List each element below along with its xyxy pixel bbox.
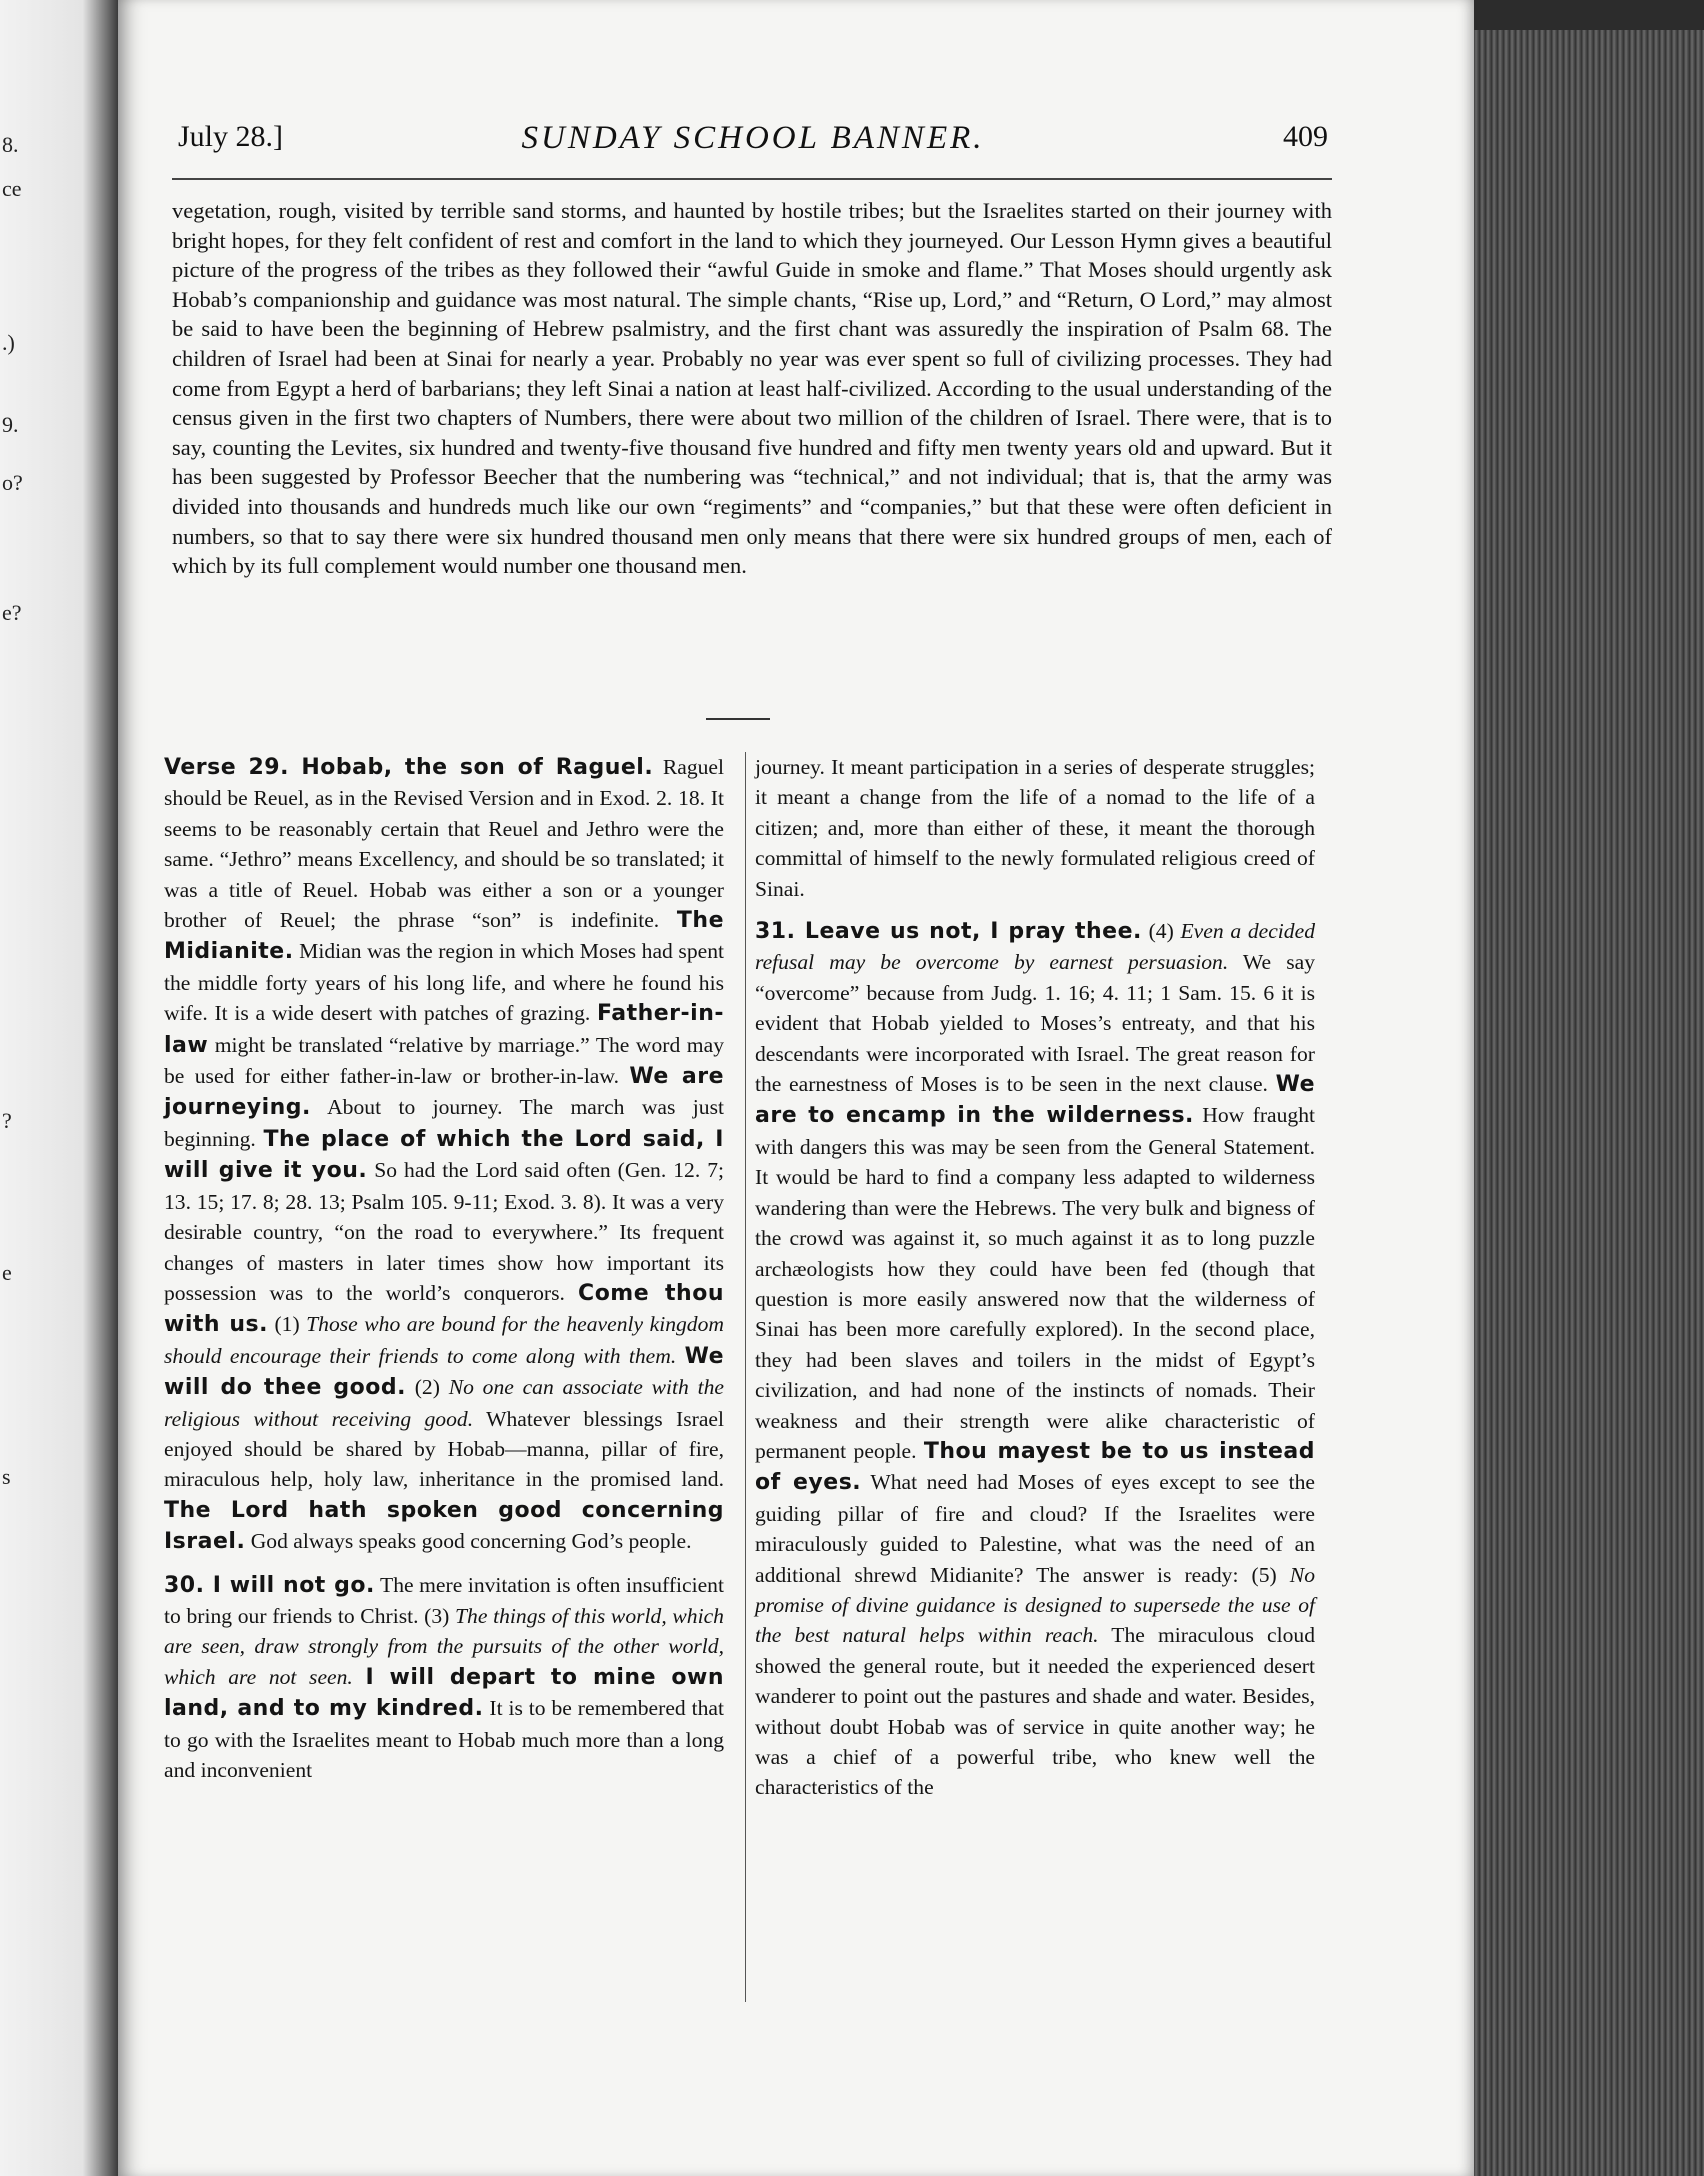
italic-lesson: No promise of divine guidance is designed to supersede the use of the best natural helps within reach. xyxy=(755,1562,1315,1648)
bold-phrase: The Midianite. xyxy=(164,908,724,965)
verse-30-continuation: journey. It meant participation in a series of desperate struggles; it meant a change from the life of a nomad to the life of a citizen; and, more than either of these, it meant the thorough committal of himself to the newly formulated religious creed of Sinai. xyxy=(755,755,1315,901)
text-run: Whatever blessings Israel enjoyed should be shared by Hobab—manna, pillar of fire, miraculous help, holy law, inheritance in the promised land. xyxy=(164,1406,724,1492)
margin-fragment: ? xyxy=(2,1108,12,1133)
bold-phrase: Come thou with us. xyxy=(164,1280,724,1338)
margin-fragment: 9. xyxy=(2,412,19,437)
right-column xyxy=(755,752,1315,1815)
margin-fragment: ce xyxy=(2,176,22,201)
bold-phrase: Father-in-law xyxy=(164,1001,724,1058)
column-divider xyxy=(745,752,746,2002)
text-run: (2) xyxy=(405,1375,449,1400)
text-run: Raguel should be Reuel, as in the Revised Version and in Exod. 2. 18. It seems to be reasonably certain that Reuel and Jethro were the same. “Jethro” means Excellency, and should be so translated; it was a title of Reuel. Hobab was either a son or a younger brother of Reuel; the phrase “son” is indefinite. xyxy=(164,755,724,933)
margin-fragment: 8. xyxy=(2,132,19,157)
header-date: July 28.] xyxy=(178,120,283,153)
section-separator xyxy=(706,718,770,720)
margin-fragment: e? xyxy=(2,600,22,625)
bold-phrase: Thou mayest be to us instead of eyes. xyxy=(755,1438,1315,1496)
margin-fragment: .) xyxy=(2,330,15,355)
bold-phrase: I will depart to mine own land, and to my kindred. xyxy=(164,1664,724,1722)
bold-phrase: We will do thee good. xyxy=(164,1343,724,1401)
text-run: What need had Moses of eyes except to see the guiding pillar of fire and cloud? If the Israelites were miraculously guided to Palestine, what was the need of an additional shrewd Midianite? The answer is ready: (5) xyxy=(755,1470,1315,1587)
italic-lesson: Even a decided refusal may be overcome by earnest persuasion. xyxy=(755,919,1315,975)
text-run: (1) xyxy=(267,1312,307,1337)
book-edge-top xyxy=(1474,0,1704,30)
page-number: 409 xyxy=(1283,120,1328,153)
intro-paragraph: vegetation, rough, visited by terrible sand storms, and haunted by hostile tribes; but the Israelites started on their journey with bright hopes, for they felt confident of rest and comfort in the land to which they journeyed. Our Lesson Hymn gives a beautiful picture of the progress of the tribes as they followed their “awful Guide in smoke and flame.” That Moses should urgently ask Hobab’s companionship and guidance was most natural. The simple chants, “Rise up, Lord,” and “Return, O Lord,” may almost be said to have been the beginning of Hebrew psalmistry, and the first chant was assuredly the inspiration of Psalm 68. The children of Israel had been at Sinai for nearly a year. Probably no year was ever spent so full of civilizing processes. They had come from Egypt a herd of barbarians; they left Sinai a nation at least half-civilized. According to the usual understanding of the census given in the first two chapters of Numbers, there were about two million of the children of Israel. There were, that is to say, counting the Levites, six hundred and twenty-five thousand five hundred and fifty men twenty years old and upward. But it has been suggested by Professor Beecher that the numbering was “technical,” and not individual; that is, that the army was divided into thousands and hundreds much like our own “regiments” and “companies,” but that these were often deficient in numbers, so that to say there were six hundred thousand men only means that there were six hundred groups of men, each of which by its full complement would number one thousand men. xyxy=(172,198,1332,579)
text-run: might be translated “relative by marriage.” The word may be used for either father-in-law or brother-in-law. xyxy=(164,1032,724,1089)
left-column xyxy=(164,752,724,1797)
italic-lesson: Those who are bound for the heavenly kingdom should encourage their friends to come along with them. xyxy=(164,1312,724,1368)
text-run: Midian was the region in which Moses had spent the middle forty years of his long life, and where he found his wife. It is a wide desert with patches of grazing. xyxy=(164,939,724,1026)
bold-phrase: The Lord hath spoken good concerning Israel. xyxy=(164,1497,724,1555)
book-page-edges xyxy=(1474,30,1704,2176)
text-run: (4) xyxy=(1141,919,1181,944)
bold-phrase: We are journeying. xyxy=(164,1064,724,1121)
text-run: So had the Lord said often (Gen. 12. 7; 13. 15; 17. 8; 28. 13; Psalm 105. 9-11; Exod. 3. 8). It was a very desirable country, “on the road to everywhere.” Its frequent changes of masters in later times show how important its possession was to the world’s conquerors. xyxy=(164,1158,724,1305)
text-run: About to journey. The march was just beginning. xyxy=(164,1095,724,1151)
bold-phrase: We are to encamp in the wilderness. xyxy=(755,1072,1315,1129)
running-header xyxy=(178,120,1328,170)
verse-30-note xyxy=(164,1570,724,1786)
verse-30-heading: 30. I will not go. xyxy=(164,1572,375,1598)
verse-29-heading: Verse 29. Hobab, the son of Raguel. xyxy=(164,755,654,780)
text-run: God always speaks good concerning God’s people. xyxy=(245,1529,692,1554)
verse-31-note xyxy=(755,916,1315,1803)
facing-page-edge xyxy=(0,0,118,2176)
text-run xyxy=(676,1344,684,1368)
text-run: The miraculous cloud showed the general route, but it needed the experienced desert wanderer to point out the pastures and shade and water. Besides, without doubt Hobab was of service in quite another way; he was a chief of a powerful tribe, who knew well the characteristics of the xyxy=(755,1623,1315,1800)
header-title: SUNDAY SCHOOL BANNER. xyxy=(521,120,985,156)
margin-fragment: s xyxy=(2,1464,11,1489)
text-run xyxy=(353,1665,366,1689)
verse-29-note xyxy=(164,752,724,1558)
text-run: We say “overcome” because from Judg. 1. 16; 4. 11; 1 Sam. 15. 6 it is evident that Hobab yielded to Moses’s entreaty, and that his descendants were incorporated with Israel. The great reason for the earnestness of Moses is to be seen in the next clause. xyxy=(755,950,1315,1097)
verse-31-heading: 31. Leave us not, I pray thee. xyxy=(755,919,1142,945)
italic-lesson: No one can associate with the religious without receiving good. xyxy=(164,1375,724,1431)
margin-fragment: o? xyxy=(2,470,23,495)
margin-fragment: e xyxy=(2,1260,12,1285)
text-run: How fraught with dangers this was may be seen from the General Statement. It would be hard to find a company less adapted to wilderness wandering than were the Hebrews. The very bulk and bigness of the crowd was against it, so much against it as to long puzzle archæologists how they could have been fed (though that question is more easily answered now that the wilderness of Sinai has been more carefully explored). In the second place, they had been slaves and toilers in the midst of Egypt’s civilization, and had none of the instincts of nomads. Their weakness and their strength were alike characteristic of permanent people. xyxy=(755,1103,1316,1463)
text-run: The mere invitation is often insufficient to bring our friends to Christ. (3) xyxy=(164,1572,724,1628)
header-rule xyxy=(172,178,1332,180)
italic-lesson: The things of this world, which are seen, draw strongly from the pursuits of the other world, which are not seen. xyxy=(164,1603,724,1689)
text-run: It is to be remembered that to go with the Israelites meant to Hobab much more than a long and inconvenient xyxy=(164,1696,725,1782)
bold-phrase: The place of which the Lord said, I will give it you. xyxy=(164,1126,724,1184)
